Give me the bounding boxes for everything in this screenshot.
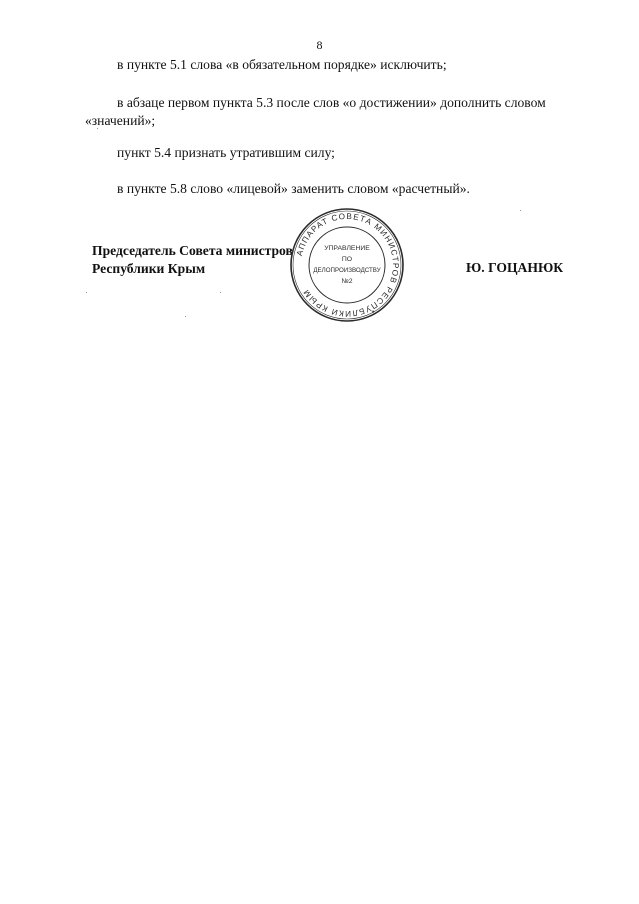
paragraph-item-5-8: в пункте 5.8 слово «лицевой» заменить словом «расчетный». [117,181,470,196]
stamp-center-line1: УПРАВЛЕНИЕ [324,245,370,252]
signer-title [92,242,293,278]
scan-speck [97,128,98,129]
paragraph-item-5-4: пункт 5.4 признать утратившим силу; [117,145,335,160]
stamp-ring-text: АППАРАТ СОВЕТА МИНИСТРОВ РЕСПУБЛИКИ КРЫМ [294,211,401,319]
paragraph-item-5-3: в абзаце первом пункта 5.3 после слов «о достижении» дополнить словом «значений»; [85,95,546,128]
stamp-star-icon: * [371,309,375,318]
scan-speck [520,210,521,211]
scan-speck [86,292,87,293]
stamp-center-line4: №2 [341,278,353,285]
official-stamp [288,206,406,324]
stamp-center-line2: ПО [341,256,353,263]
signer-title-line2: Республики Крым [92,261,206,276]
scan-speck [185,316,186,317]
signer-title-line1: Председатель Совета министров [92,243,293,258]
signer-name: Ю. ГОЦАНЮК [466,260,564,275]
stamp-seal-icon [288,206,406,324]
paragraph-item-5-1: в пункте 5.1 слова «в обязательном порядке» исключить; [117,57,447,72]
page-number: 8 [316,38,323,52]
stamp-center-line3: ДЕЛОПРОИЗВОДСТВУ [313,267,381,274]
scan-speck [220,292,221,293]
